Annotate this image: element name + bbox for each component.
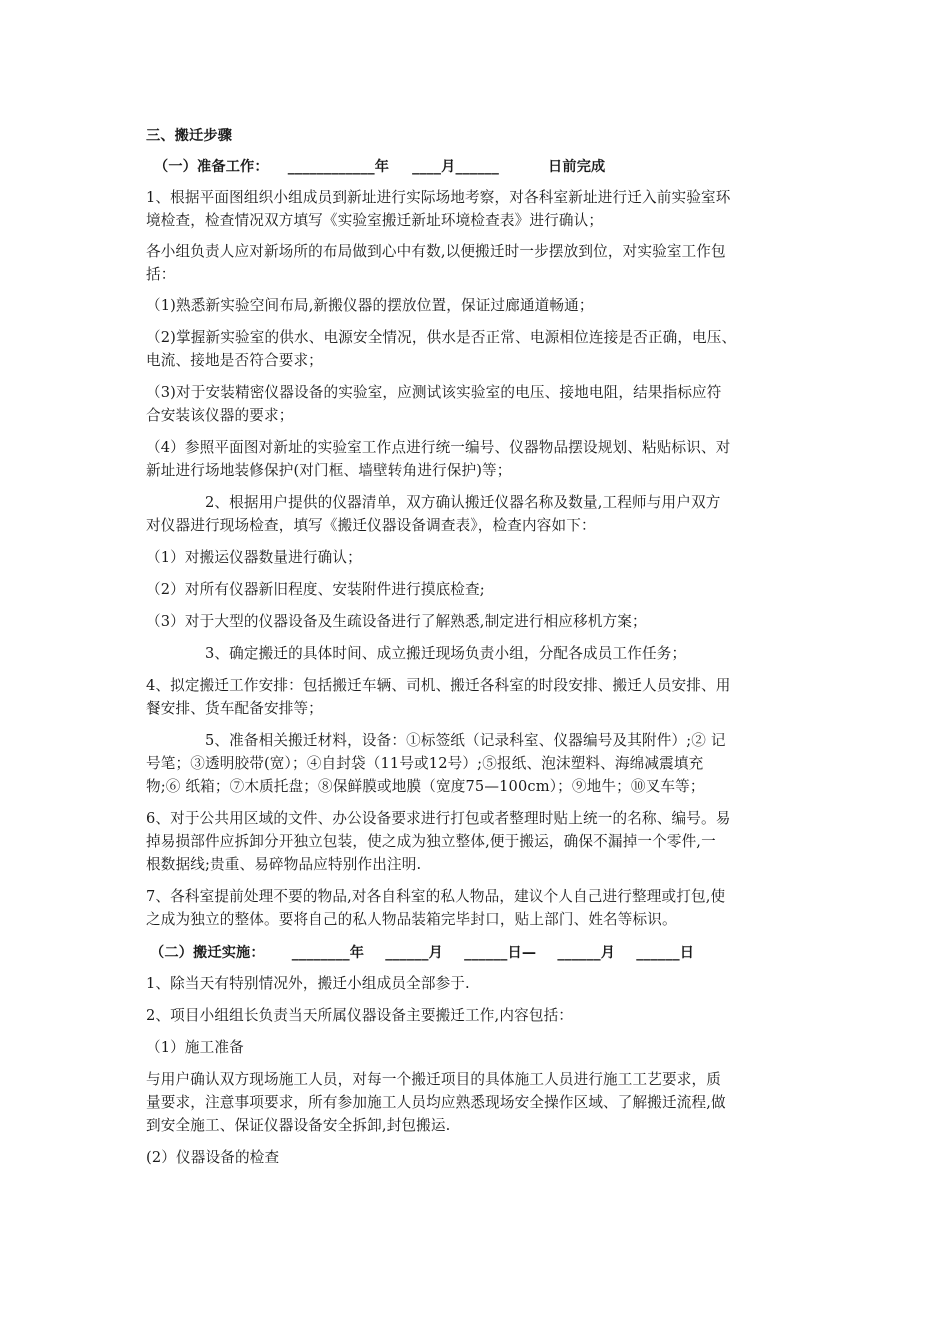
- prep-line: （2）对所有仪器新旧程度、安装附件进行摸底检查;: [146, 581, 485, 598]
- move-line: 1、除当天有特别情况外，搬迁小组成员全部参于.: [146, 975, 470, 992]
- prep-heading: [154, 158, 834, 176]
- move-line: (2）仪器设备的检查: [146, 1149, 280, 1166]
- prep-line: （3）对于大型的仪器设备及生疏设备进行了解熟悉,制定进行相应移机方案；: [146, 613, 647, 630]
- prep-line: 境检查，检查情况双方填写《实验室搬迁新址环境检查表》进行确认；: [146, 212, 604, 229]
- move-line: （1）施工准备: [146, 1039, 244, 1056]
- prep-line: （4）参照平面图对新址的实验室工作点进行统一编号、仪器物品摆设规划、粘贴标识、对: [146, 439, 731, 456]
- prep-line: 各小组负责人应对新场所的布局做到心中有数,以便搬迁时一步摆放到位，对实验室工作包: [146, 243, 726, 260]
- move-line: 量要求，注意事项要求，所有参加施工人员均应熟悉现场安全操作区域、了解搬迁流程,做: [146, 1094, 726, 1111]
- move-blank-month-start: ______月: [385, 945, 443, 961]
- prep-line: 之成为独立的整体。要将自己的私人物品装箱完毕封口，贴上部门、姓名等标识。: [146, 911, 677, 928]
- prep-line: 新址进行场地装修保护(对门框、墙壁转角进行保护)等；: [146, 462, 512, 479]
- prep-line: （1)熟悉新实验空间布局,新搬仪器的摆放位置，保证过廊通道畅通；: [146, 297, 594, 314]
- move-line: 2、项目小组组长负责当天所属仪器设备主要搬迁工作,内容包括：: [146, 1007, 574, 1024]
- prep-blank-year: ____________年: [287, 159, 390, 175]
- prep-line: 电流、接地是否符合要求；: [146, 352, 323, 369]
- prep-line: 物;⑥ 纸箱；⑦木质托盘；⑧保鲜膜或地膜（宽度75—100cm）；⑨地牛；⑩叉车等；: [146, 778, 705, 795]
- prep-line: 掉易损部件应拆卸分开独立包装，使之成为独立整体,便于搬运，确保不漏掉一个零件,一: [146, 833, 716, 850]
- move-line: 到安全施工、保证仪器设备安全拆卸,封包搬运.: [146, 1117, 451, 1134]
- section-title: 三、搬迁步骤: [146, 128, 233, 144]
- prep-line: 1、根据平面图组织小组成员到新址进行实际场地考察，对各科室新址进行迁入前实验室环: [146, 189, 731, 206]
- move-heading: [150, 944, 830, 962]
- prep-line: 合安装该仪器的要求；: [146, 407, 294, 424]
- prep-line: 5、准备相关搬迁材料，设备：①标签纸（记录科室、仪器编号及其附件）;② 记: [146, 732, 726, 749]
- prep-line: 7、各科室提前处理不要的物品,对各自科室的私人物品，建议个人自己进行整理或打包,使: [146, 888, 726, 905]
- move-blank-day-start: ______日—: [464, 945, 537, 961]
- prep-deadline-suffix: 日前完成: [548, 159, 606, 175]
- prep-blank-month: ____月______: [412, 159, 499, 175]
- prep-line: （3)对于安装精密仪器设备的实验室，应测试该实验室的电压、接地电阻，结果指标应符: [146, 384, 722, 401]
- move-blank-month-end: ______月: [557, 945, 616, 961]
- prep-line: 6、对于公共用区域的文件、办公设备要求进行打包或者整理时贴上统一的名称、编号。易: [146, 810, 731, 827]
- prep-line: 对仪器进行现场检查，填写《搬迁仪器设备调查表》，检查内容如下：: [146, 517, 596, 534]
- prep-line: 餐安排、货车配备安排等；: [146, 700, 323, 717]
- move-heading-label: （二）搬迁实施：: [150, 945, 265, 961]
- move-blank-day-end: ______日: [636, 945, 695, 961]
- prep-line: 号笔；③透明胶带(宽）；④自封袋（11号或12号）;⑤报纸、泡沫塑料、海绵减震填充: [146, 755, 704, 772]
- move-blank-year: ________年: [291, 945, 365, 961]
- prep-line: 4、拟定搬迁工作安排：包括搬迁车辆、司机、搬迁各科室的时段安排、搬迁人员安排、用: [146, 677, 731, 694]
- move-line: 与用户确认双方现场施工人员，对每一个搬迁项目的具体施工人员进行施工工艺要求，质: [146, 1071, 722, 1088]
- prep-line: （1）对搬运仪器数量进行确认；: [146, 549, 362, 566]
- prep-heading-label: （一）准备工作：: [154, 159, 269, 175]
- prep-line: 3、确定搬迁的具体时间、成立搬迁现场负责小组，分配各成员工作任务；: [146, 645, 687, 662]
- prep-line: （2)掌握新实验室的供水、电源安全情况，供水是否正常、电源相位连接是否正确，电压、: [146, 329, 737, 346]
- prep-line: 2、根据用户提供的仪器清单，双方确认搬迁仪器名称及数量,工程师与用户双方: [146, 494, 721, 511]
- prep-line: 根数据线;贵重、易碎物品应特别作出注明.: [146, 856, 422, 873]
- prep-line: 括：: [146, 266, 176, 283]
